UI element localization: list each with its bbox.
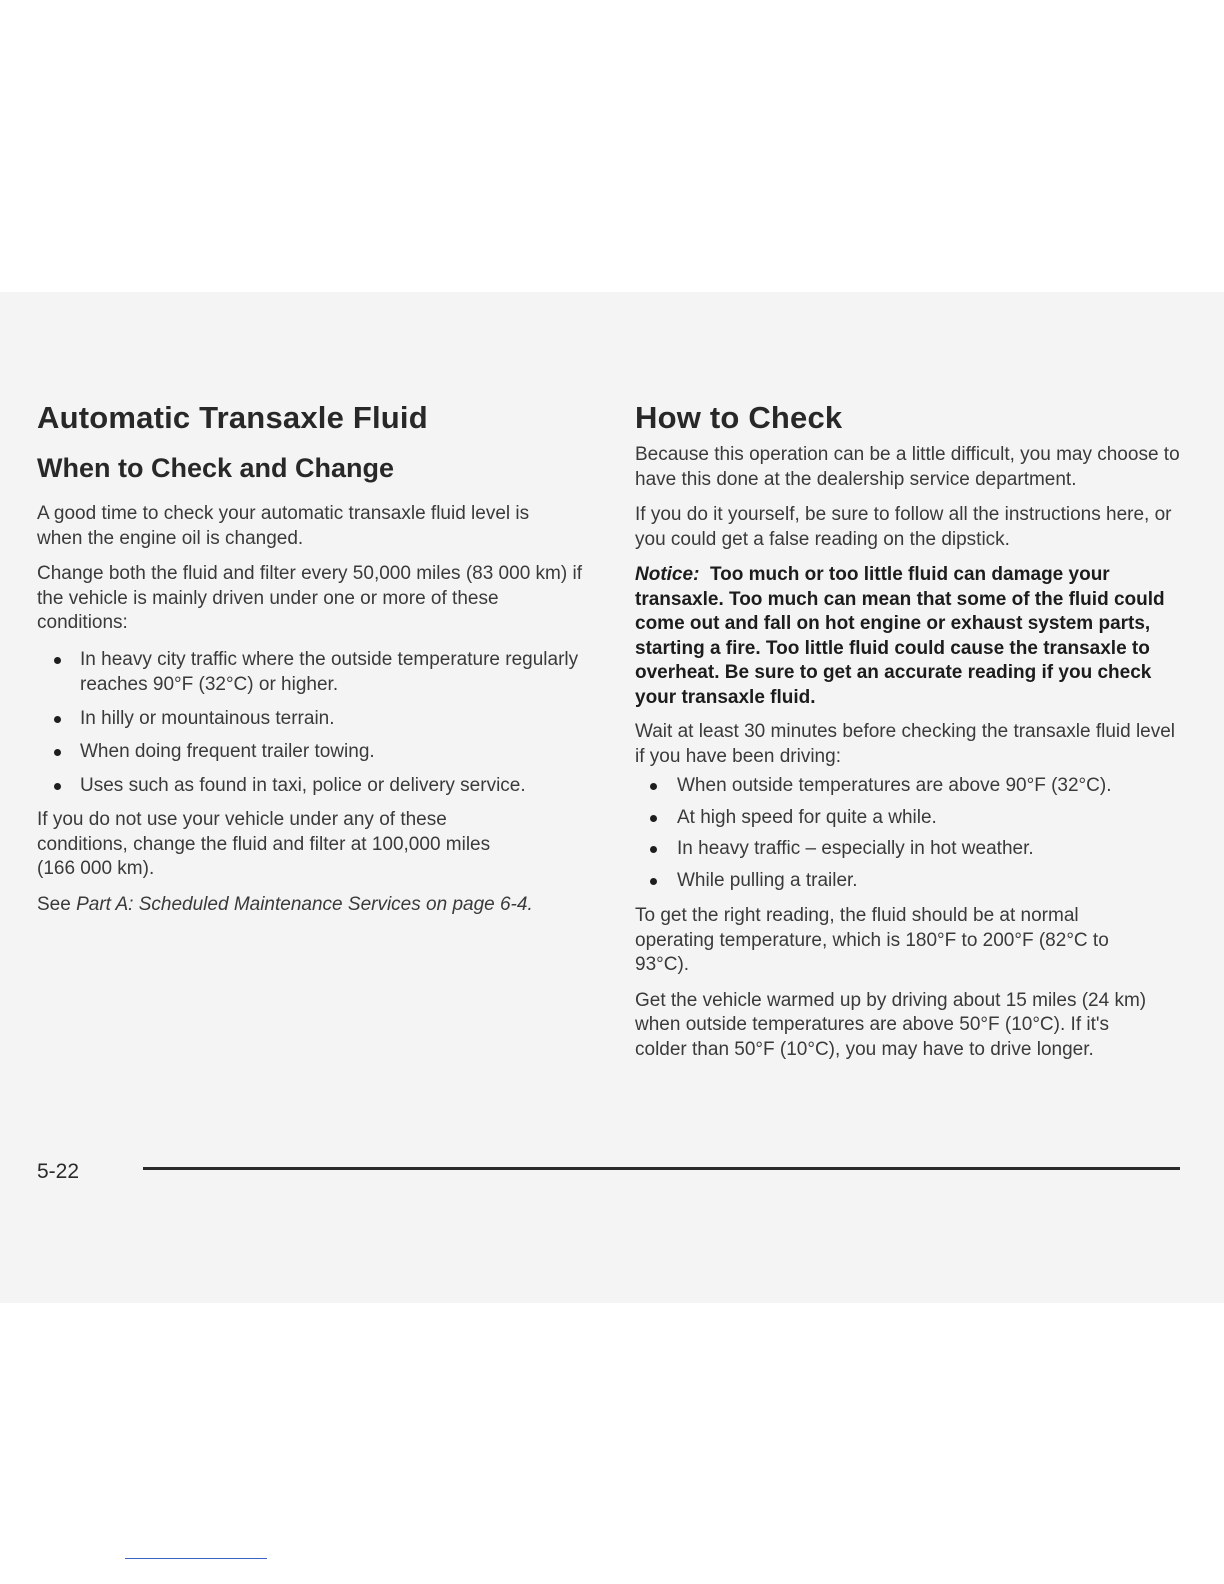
no-conditions-paragraph: If you do not use your vehicle under any of these conditions, change the fluid and filter at 100,000 miles (166 000 km).	[37, 809, 491, 879]
list-item-text: In heavy city traffic where the outside temperature regularly reaches 90°F (32°C) or higher.	[80, 648, 579, 695]
list-item	[650, 868, 1195, 894]
difficulty-paragraph: Because this operation can be a little difficult, you may choose to have this done at the dealership service department.	[635, 444, 1180, 490]
list-item-text: In heavy traffic – especially in hot weather.	[677, 838, 1034, 859]
notice-block	[635, 563, 1190, 710]
section-title: How to Check	[635, 400, 843, 435]
list-item	[54, 647, 580, 698]
bullet-icon	[54, 749, 61, 756]
bullet-icon	[650, 783, 657, 790]
see-reference-paragraph	[37, 893, 537, 918]
wait-paragraph: Wait at least 30 minutes before checking the transaxle fluid level if you have been driving:	[635, 721, 1176, 767]
see-prefix: See	[37, 893, 77, 915]
list-item	[650, 773, 1195, 799]
list-item	[54, 739, 597, 765]
bullet-icon	[54, 657, 61, 664]
bullet-icon	[54, 716, 61, 723]
right-column	[635, 398, 1195, 1062]
notice-label: Notice:	[635, 564, 700, 585]
conditions-list	[54, 647, 597, 799]
list-item	[650, 836, 1195, 862]
list-item	[54, 706, 597, 732]
bullet-icon	[650, 815, 657, 822]
maintenance-reference-link[interactable]: Part A: Scheduled Maintenance Services on page 6-4.	[76, 893, 533, 915]
section-title: Automatic Transaxle Fluid	[37, 400, 428, 435]
list-item-text: While pulling a trailer.	[677, 869, 858, 891]
list-item-text: Uses such as found in taxi, police or delivery service.	[80, 774, 526, 796]
driving-conditions-list	[650, 773, 1195, 893]
change-interval-paragraph: Change both the fluid and filter every 50,000 miles (83 000 km) if the vehicle is mainly driven under one or more of these conditions:	[37, 563, 582, 633]
intro-paragraph: A good time to check your automatic transaxle fluid level is when the engine oil is changed.	[37, 503, 530, 549]
bullet-icon	[650, 846, 657, 853]
divider-line	[125, 1558, 267, 1559]
list-item-text: In hilly or mountainous terrain.	[80, 707, 335, 729]
instructions-paragraph: If you do it yourself, be sure to follow all the instructions here, or you could get a false reading on the dipstick.	[635, 504, 1172, 550]
notice-text: Too much or too little fluid can damage your transaxle. Too much can mean that some of the fluid could come out and fall on hot engine or exhaust system parts, starting a fire. Too little fluid could cause the transaxle to overheat. Be sure to get an accurate reading if you check your transaxle fluid.	[635, 564, 1165, 708]
page-number: 5-22	[37, 1160, 80, 1183]
list-item	[54, 773, 530, 799]
list-item-text: When doing frequent trailer towing.	[80, 741, 375, 762]
temperature-paragraph: To get the right reading, the fluid should be at normal operating temperature, which is 180°F to 200°F (82°C to 93°C).	[635, 905, 1109, 975]
list-item	[650, 805, 1195, 831]
list-item-text: At high speed for quite a while.	[677, 806, 937, 828]
subsection-title: When to Check and Change	[37, 453, 395, 483]
left-column	[37, 398, 597, 917]
footer-rule	[143, 1167, 1180, 1170]
bullet-icon	[54, 783, 61, 790]
warmup-paragraph: Get the vehicle warmed up by driving about 15 miles (24 km) when outside temperatures are above 50°F (10°C). If it's colder than 50°F (10°C), you may have to drive longer.	[635, 989, 1147, 1060]
list-item-text: When outside temperatures are above 90°F (32°C).	[677, 775, 1112, 796]
bullet-icon	[650, 878, 657, 885]
